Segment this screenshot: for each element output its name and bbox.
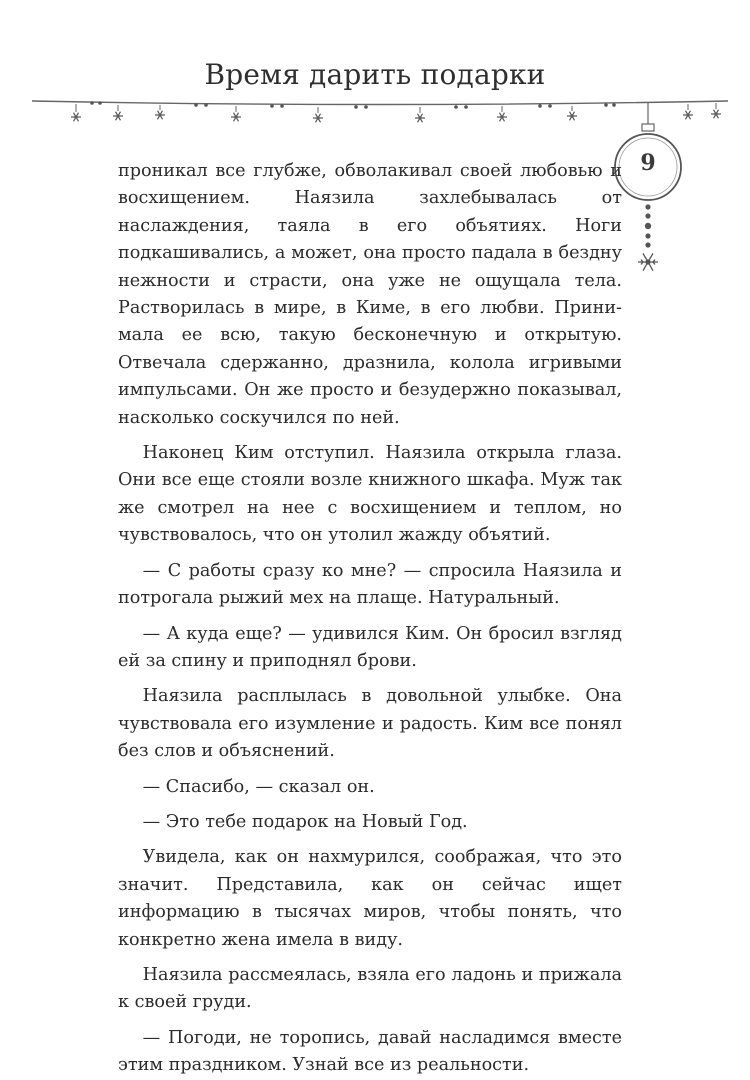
dialogue-line: — С работы сразу ко мне? — спросила Наязила и потрогала рыжий мех на плаще. Натуральный. xyxy=(118,560,622,609)
paragraph: Наконец Ким отступил. Наязила открыла глаза. Они все еще стояли возле книжного шкафа. Муж так же смотрел на нее с восхищением и теплом, но чувствовалось, что он утолил жажду объятий. xyxy=(118,443,622,546)
ornament-beads xyxy=(645,204,651,247)
paragraph: проникал все глубже, обволакивал своей любовью и восхищением. Наязила захлебывалась от наслаждения, таяла в его объятиях. Ноги подкашивались, а может, она просто падала в бездну нежности и страсти, она уже не ощущала тела. Растворилась в мире, в Киме, в его любви. Принимала ее всю, такую бесконечную и открытую. Отвечала сдержанно, дразнила, колола игривыми импульсами. Он же просто и безудержно показывал, насколько соскучился по ней. xyxy=(118,161,622,428)
snowflake-icon xyxy=(638,253,658,270)
paragraph: Увидела, как он нахмурился, соображая, что это значит. Представила, как он сейчас ищет информацию в тысячах миров, чтобы понять, что конкретно жена имела в виду. xyxy=(118,847,622,950)
paragraph: Наязила рассмеялась, взяла его ладонь и прижала к своей груди. xyxy=(118,964,622,1013)
dialogue-line: — Это тебе подарок на Новый Год. xyxy=(142,811,468,832)
dialogue-line: — Погоди, не торопись, давай насладимся вместе этим праздником. Узнай все из реальности. xyxy=(118,1027,622,1076)
dialogue-line: — Спасибо, — сказал он. xyxy=(142,776,375,797)
page-body xyxy=(118,158,622,1080)
page-number: 9 xyxy=(640,150,656,176)
paragraph: Наязила расплылась в довольной улыбке. Она чувствовала его изумление и радость. Ким все понял без слов и объяснений. xyxy=(118,686,622,762)
garland-flakes xyxy=(71,103,721,122)
dialogue-line: — А куда еще? — удивился Ким. Он бросил взгляд ей за спину и приподнял брови. xyxy=(118,623,622,671)
running-title: Время дарить подарки xyxy=(204,58,546,91)
